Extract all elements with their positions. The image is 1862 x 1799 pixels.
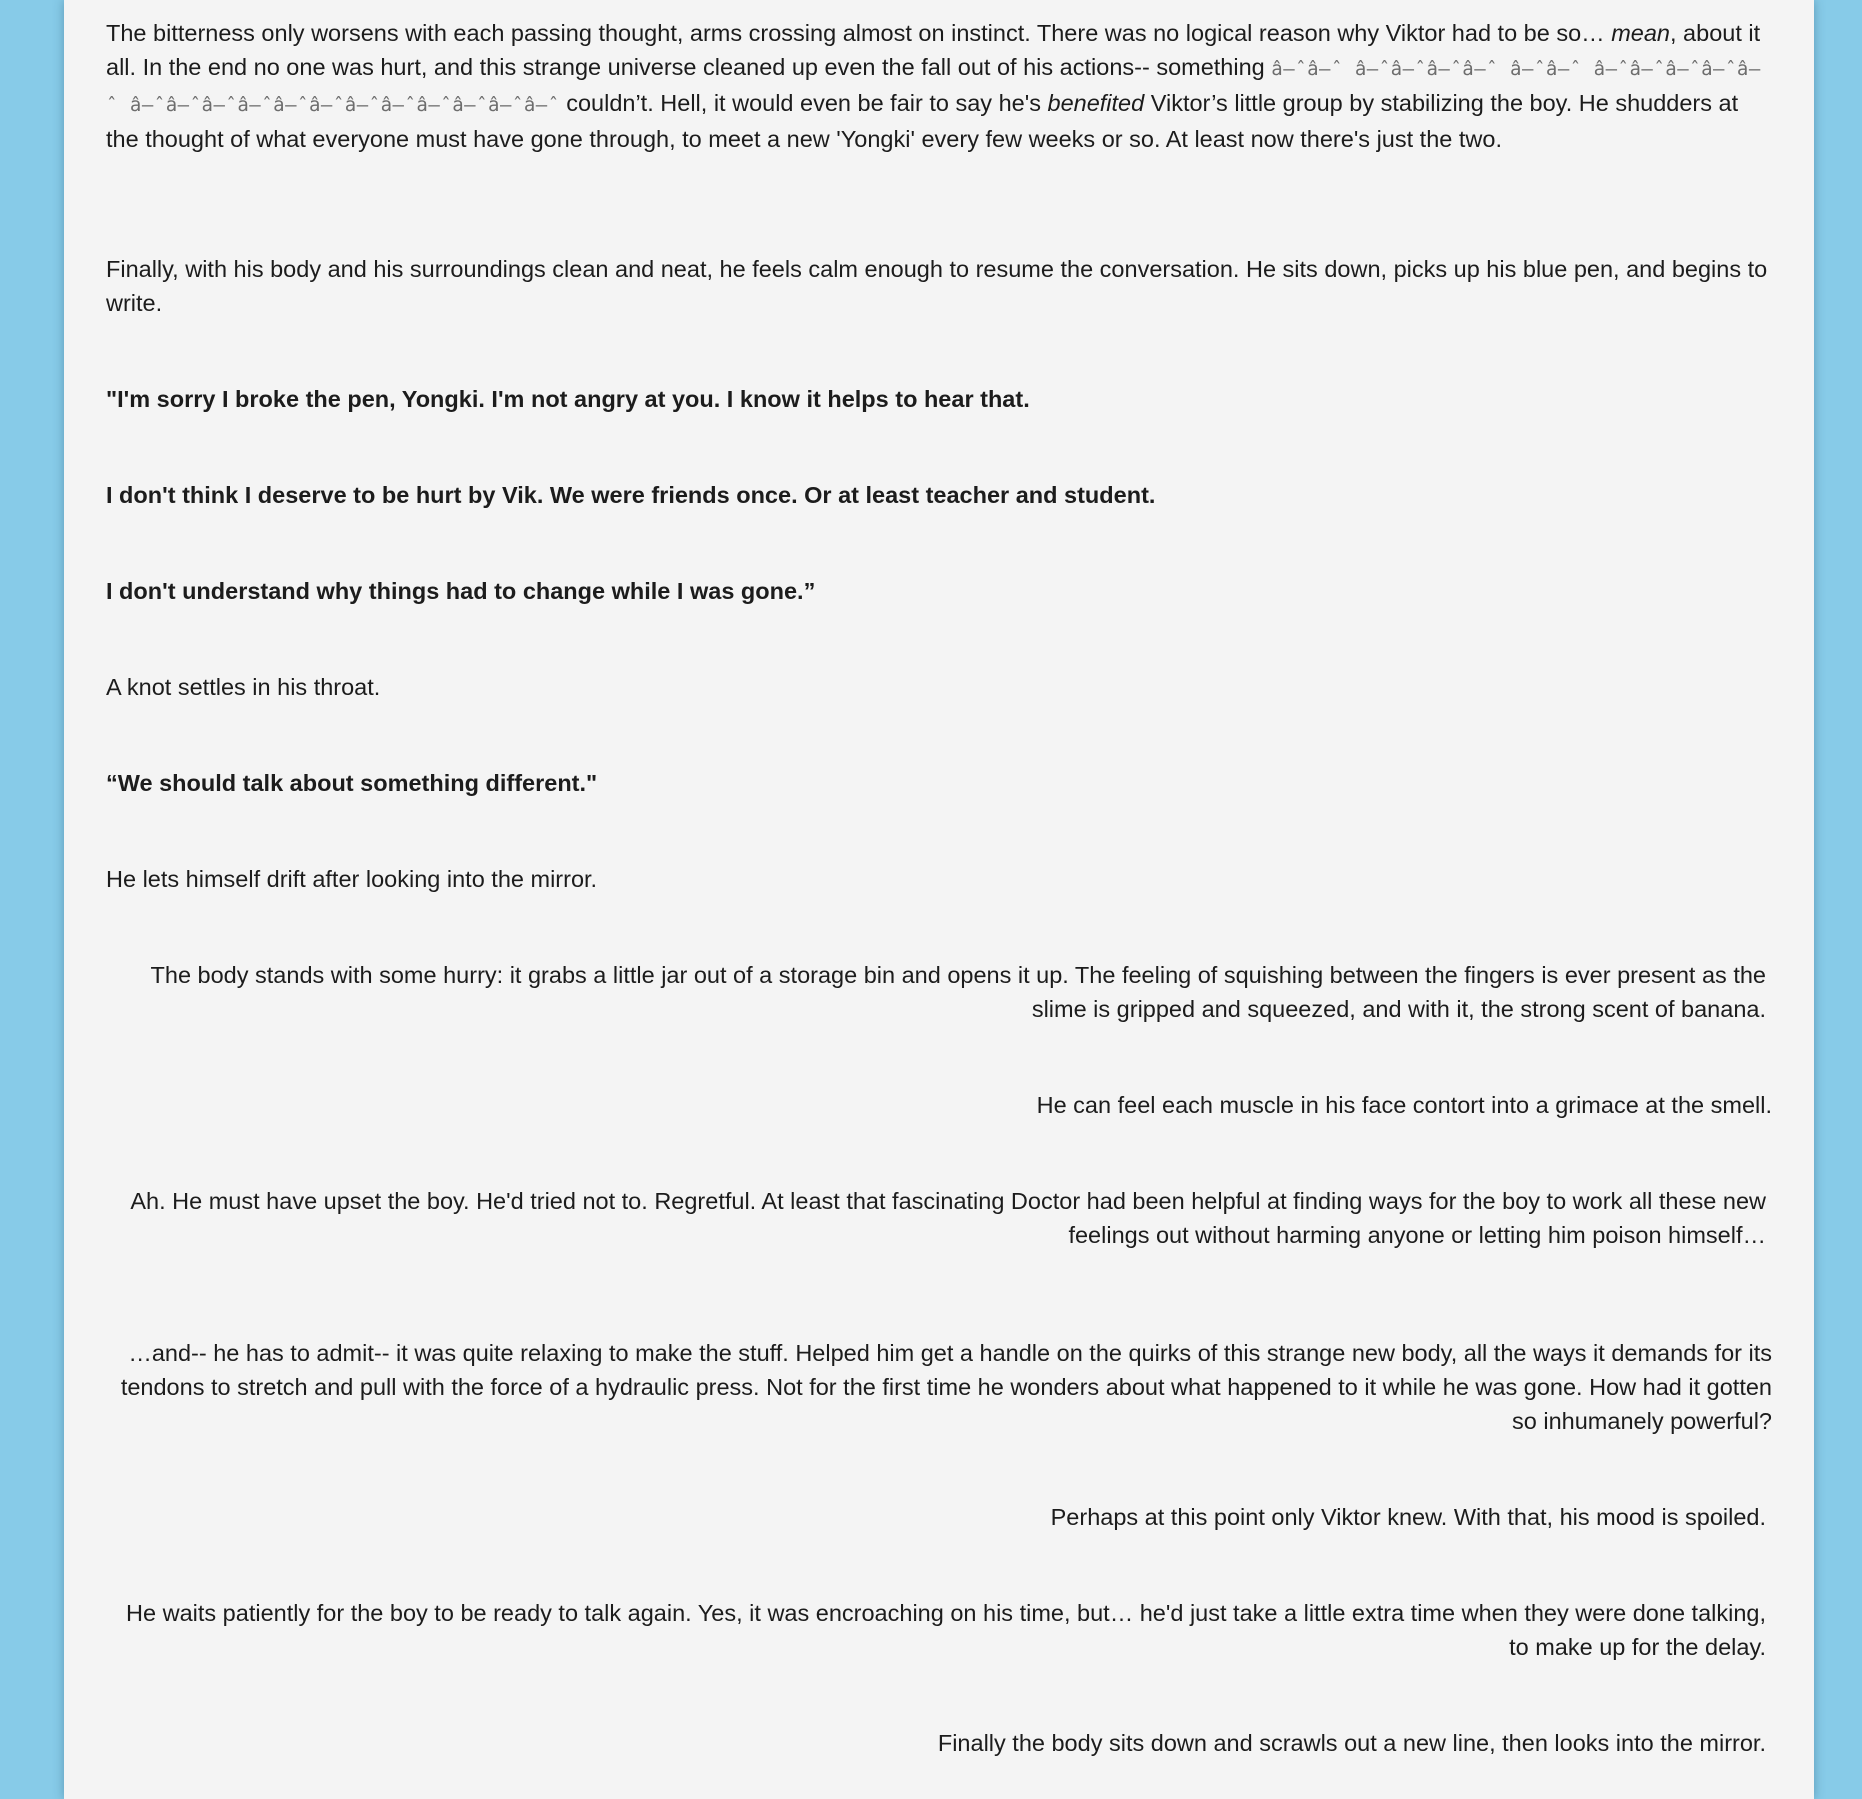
story-content	[106, 16, 1772, 1760]
garbled-redacted-text: â–ˆâ–ˆ â–ˆâ–ˆâ–ˆâ–ˆ â–ˆâ–ˆ â–ˆâ–ˆâ–ˆâ–ˆâ–ˆ â–ˆâ–ˆâ–ˆâ–ˆâ–ˆâ–ˆâ–ˆâ–ˆâ–ˆâ–ˆâ–ˆâ–ˆ	[106, 58, 1761, 116]
paragraph-relaxing: …and-- he has to admit-- it was quite relaxing to make the stuff. Helped him get a handle on the quirks of this strange new body, all the ways it demands for its tendons to stretch and pull with the force of a hydraulic press. Not for the first time he wonders about what happened to it while he was gone. How had it gotten so inhumanely powerful?	[120, 1340, 1772, 1434]
paragraph-body-stands: The body stands with some hurry: it grabs a little jar out of a storage bin and opens it up. The feeling of squishing between the fingers is ever present as the slime is gripped and squeezed, and with it, the strong scent of banana.	[150, 962, 1766, 1022]
dialogue-sorry: "I'm sorry I broke the pen, Yongki. I'm not angry at you. I know it helps to hear that.	[106, 386, 1030, 412]
paragraph-waits: He waits patiently for the boy to be ready to talk again. Yes, it was encroaching on his time, but… he'd just take a little extra time when they were done talking, to make up for the delay.	[126, 1600, 1766, 1660]
paragraph-scrawls: Finally the body sits down and scrawls out a new line, then looks into the mirror.	[937, 1730, 1766, 1756]
emphasis-mean: mean	[1611, 20, 1670, 46]
paragraph-viktor-knew: Perhaps at this point only Viktor knew. With that, his mood is spoiled.	[1050, 1504, 1766, 1530]
paragraph-ah: Ah. He must have upset the boy. He'd tried not to. Regretful. At least that fascinating Doctor had been helpful at finding ways for the boy to work all these new feelings out without harming anyone or letting him poison himself…	[130, 1188, 1766, 1248]
paragraph-muscle: He can feel each muscle in his face contort into a grimace at the smell.	[1036, 1092, 1772, 1118]
bitterness-text-3: couldn’t. Hell, it would even be fair to say he's	[559, 90, 1048, 116]
story-page	[64, 0, 1814, 1799]
bitterness-text-2: , about it all. In the end no one was hurt, and this strange universe cleaned up even the fall out of his actions-- something	[106, 20, 1761, 80]
emphasis-benefited: benefited	[1047, 90, 1145, 116]
paragraph-finally-clean: Finally, with his body and his surroundings clean and neat, he feels calm enough to resume the conversation. He sits down, picks up his blue pen, and begins to write.	[106, 256, 1768, 316]
bitterness-text-4: Viktor’s little group by stabilizing the boy. He shudders at the thought of what everyone must have gone through, to meet a new 'Yongki' every few weeks or so. At least now there's just the two.	[106, 90, 1739, 152]
paragraph-bitterness	[106, 16, 1772, 156]
dialogue-understand: I don't understand why things had to change while I was gone.”	[106, 578, 816, 604]
paragraph-drift: He lets himself drift after looking into the mirror.	[106, 866, 598, 892]
dialogue-deserve: I don't think I deserve to be hurt by Vik. We were friends once. Or at least teacher and student.	[106, 482, 1156, 508]
bitterness-text-1: The bitterness only worsens with each passing thought, arms crossing almost on instinct. There was no logical reason why Viktor had to be so…	[106, 20, 1612, 46]
dialogue-talk-different: “We should talk about something different."	[106, 770, 598, 796]
paragraph-knot: A knot settles in his throat.	[106, 674, 381, 700]
